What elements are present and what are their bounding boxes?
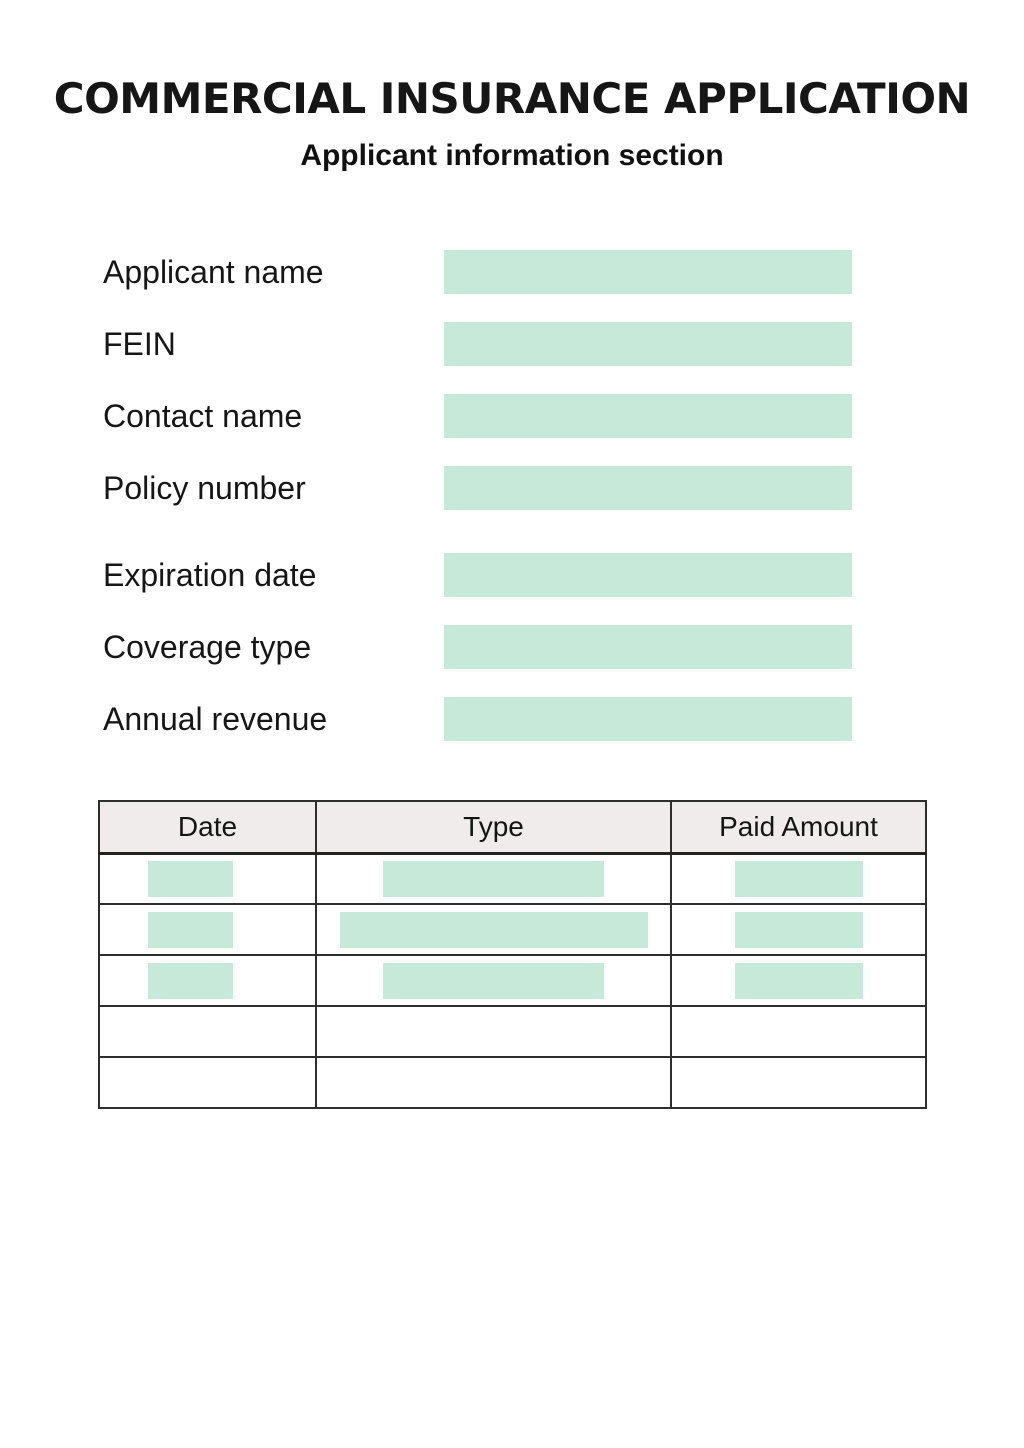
cell-date[interactable] [99,1006,316,1057]
redacted-value [148,861,233,897]
form-field-row [103,394,853,438]
form-header [0,74,1024,174]
field-label: Applicant name [103,254,324,290]
field-input-policy-number[interactable] [444,466,852,510]
cell-date[interactable] [99,904,316,955]
redacted-value [340,912,648,948]
col-header-date: Date [99,801,316,853]
col-header-type: Type [316,801,671,853]
form-field-row [103,625,853,669]
field-label: Expiration date [103,557,317,593]
cell-date[interactable] [99,853,316,904]
field-label: Policy number [103,470,306,506]
field-label: Contact name [103,398,303,434]
redacted-value [148,963,233,999]
field-input-expiration-date[interactable] [444,553,852,597]
field-input-contact-name[interactable] [444,394,852,438]
cell-paid-amount[interactable] [671,1057,926,1108]
field-input-fein[interactable] [444,322,852,366]
cell-date[interactable] [99,1057,316,1108]
redacted-value [148,912,233,948]
cell-paid-amount[interactable] [671,955,926,1006]
field-label: FEIN [103,326,176,362]
cell-type[interactable] [316,1006,671,1057]
col-header-paid-amount: Paid Amount [671,801,926,853]
redacted-value [735,912,863,948]
redacted-value [735,963,863,999]
table-row [99,904,926,955]
cell-date[interactable] [99,955,316,1006]
table-body [99,853,926,1108]
form-field-row [103,250,853,294]
table-header-row [99,801,926,853]
redacted-value [735,861,863,897]
table-row [99,1057,926,1108]
cell-paid-amount[interactable] [671,853,926,904]
form-field-row [103,697,853,741]
payments-table [98,800,927,1109]
redacted-value [383,861,604,897]
page-title: COMMERCIAL INSURANCE APPLICATION [53,74,971,123]
field-input-coverage-type[interactable] [444,625,852,669]
table-row [99,853,926,904]
table-row [99,955,926,1006]
cell-paid-amount[interactable] [671,1006,926,1057]
table-row [99,1006,926,1057]
payments-section [98,800,927,1109]
redacted-value [383,963,604,999]
cell-type[interactable] [316,955,671,1006]
cell-paid-amount[interactable] [671,904,926,955]
field-label: Annual revenue [103,701,328,737]
cell-type[interactable] [316,853,671,904]
form-field-row [103,466,853,510]
page-subtitle: Applicant information section [300,139,724,172]
field-input-annual-revenue[interactable] [444,697,852,741]
cell-type[interactable] [316,1057,671,1108]
form-field-row [103,322,853,366]
field-label: Coverage type [103,629,312,665]
cell-type[interactable] [316,904,671,955]
field-input-applicant-name[interactable] [444,250,852,294]
applicant-fields-section [103,250,853,769]
form-field-row [103,553,853,597]
